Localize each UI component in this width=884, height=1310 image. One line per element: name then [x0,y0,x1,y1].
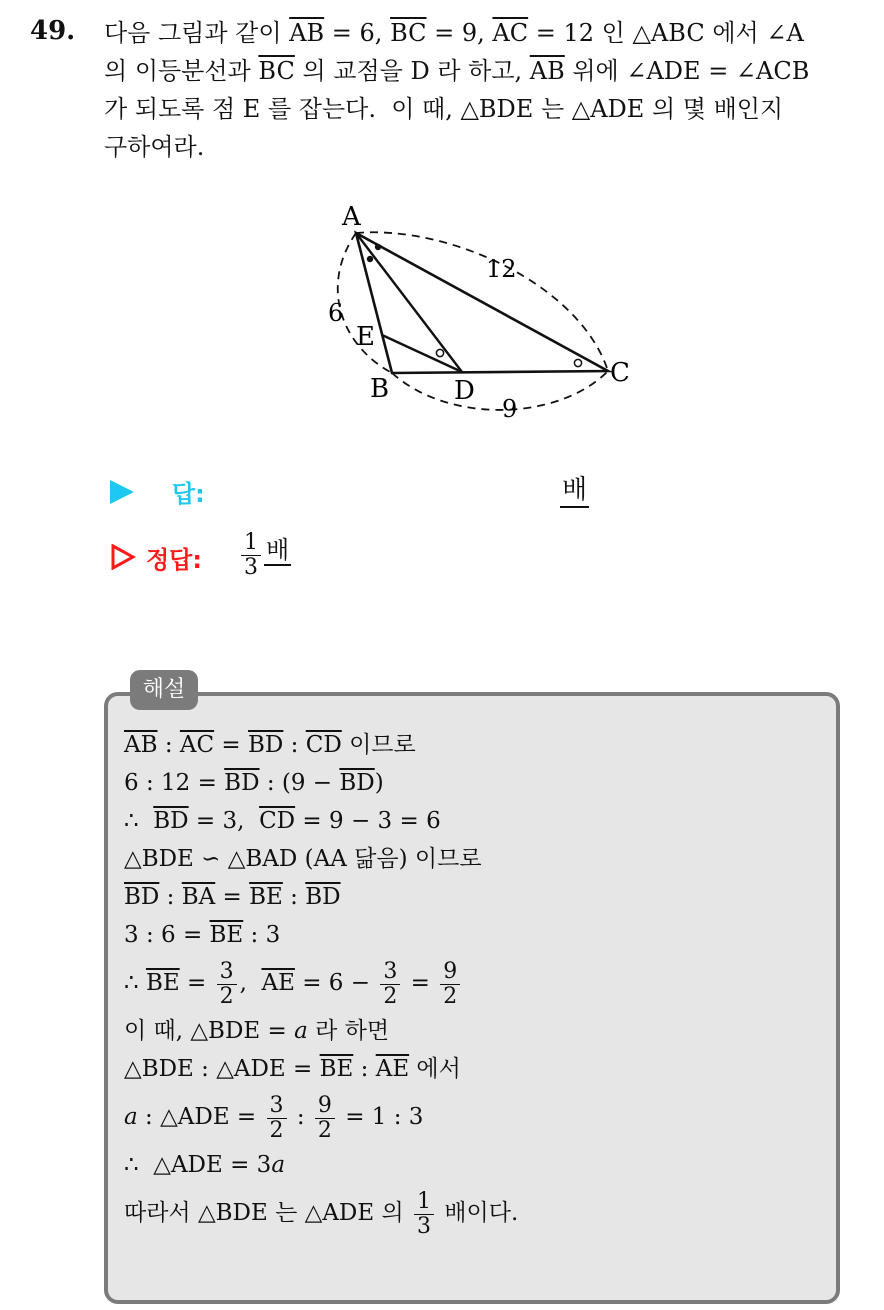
solution-line [124,802,824,840]
text-run: 라 하면 [307,1018,390,1044]
text-run: = 6, [324,19,391,47]
triangle-abc [356,233,608,373]
variable: a [271,1152,286,1178]
solution-line [124,1012,824,1050]
text-run: ) [374,770,384,796]
text-run: : [157,732,180,758]
triangle-figure [300,195,660,435]
text-run: : [159,884,182,910]
text-run: ∴ [124,970,146,996]
segment-name: $\overline{AE}$ [375,1056,410,1082]
segment-name: $\overline{BE}$ [145,970,180,996]
segment-name: $\overline{AE}$ [261,970,295,996]
fraction [380,960,400,1009]
correct-denominator: 3 [244,555,258,580]
angle-mark-dot-2 [367,256,373,262]
text-run: : (9 − [259,770,340,796]
segment-name: $\overline{BE}$ [249,884,283,910]
text-run: : [283,732,306,758]
label-d: D [454,376,475,406]
solution-line [124,916,824,954]
segment-name: $\overline{AB}$ [289,19,325,47]
text-run: 이 때, △BDE = [124,1018,295,1044]
text-run: 의 교점을 D 라 하고, [294,57,530,85]
text-run: = [214,732,249,758]
text-run: = 9 − 3 = 6 [295,808,441,834]
question-line [104,90,864,128]
text-run: = [403,970,438,996]
text-run: : [289,1104,312,1130]
text-run: , [239,970,262,996]
segment-name: $\overline{BD}$ [153,808,189,834]
angle-mark-circle-d [436,349,443,356]
text-run: 의 이등분선과 [104,57,259,85]
fraction-denominator: 2 [383,983,398,1009]
segment-name: $\overline{BE}$ [209,922,244,948]
solution-title: 해설 [130,670,198,710]
fraction [414,1190,434,1239]
text-run: = 3, [188,808,260,834]
fraction-denominator: 2 [443,983,458,1009]
segment-name: $\overline{BD}$ [124,884,160,910]
text-run: 3 : 6 = [124,922,210,948]
angle-mark-circle-c [574,359,581,366]
fraction [267,1094,287,1143]
question-text [104,14,864,166]
correct-fraction [241,531,261,580]
text-run: = 1 : 3 [337,1104,424,1130]
text-run: 가 되도록 점 E 를 잡는다. 이 때, △BDE 는 △ADE 의 몇 배인지 [104,95,784,123]
text-run: : 3 [243,922,281,948]
correct-numerator: 1 [241,531,261,556]
solution-line [124,764,824,802]
solution-line [124,954,824,1012]
fraction [315,1094,335,1143]
text-run: = [179,970,214,996]
answer-label: 답: [172,480,205,508]
outline-arrow-icon [110,544,136,570]
arc-ab-dashed [338,233,392,373]
segment-name: $\overline{BA}$ [181,884,216,910]
fraction-numerator: 3 [380,960,400,985]
segment-name: $\overline{BD}$ [248,732,284,758]
label-b: B [370,374,390,404]
text-run: : △ADE = [137,1104,264,1130]
solution-lines [124,726,824,1242]
question-line [104,128,864,166]
text-run: = [215,884,250,910]
solution-line [124,1050,824,1088]
text-run: = 6 − [294,970,378,996]
length-bc: 9 [502,395,518,423]
label-e: E [356,322,375,352]
segment-name: $\overline{CD}$ [259,808,296,834]
fraction-numerator: 9 [315,1094,335,1119]
play-arrow-icon [110,480,134,504]
fraction [217,960,237,1009]
segment-name: $\overline{AB}$ [529,57,565,85]
text-run: 배이다. [437,1200,519,1226]
length-ac: 12 [486,255,517,283]
text-run: △BDE ∽ △BAD (AA 닮음) 이므로 [124,846,482,872]
angle-mark-dot-1 [375,244,381,250]
answer-row [108,474,808,514]
solution-line [124,1088,824,1146]
segment-name: $\overline{AB}$ [124,732,158,758]
segment-name: $\overline{BD}$ [305,884,341,910]
segment-name: $\overline{BD}$ [339,770,375,796]
fraction-denominator: 3 [417,1213,431,1239]
text-run: 위에 ∠ADE = ∠ACB [564,57,810,85]
solution-line [124,878,824,916]
fraction-denominator: 2 [269,1117,284,1143]
fraction-numerator: 1 [414,1190,434,1215]
fraction-numerator: 3 [217,960,237,985]
text-run: ∴ △ADE = 3 [124,1152,272,1178]
correct-answer-row [108,530,808,590]
label-a: A [342,202,361,232]
solution-line [124,1184,824,1242]
question-line [104,52,864,90]
segment-name: $\overline{BE}$ [319,1056,354,1082]
fraction-numerator: 9 [440,960,460,985]
solution-line [124,726,824,764]
text-run: △BDE : △ADE = [124,1056,320,1082]
fraction-denominator: 2 [219,983,234,1009]
question-number: 49. [30,16,76,46]
text-run: 에서 [409,1056,461,1082]
segment-name: $\overline{CD}$ [305,732,342,758]
segment-name: $\overline{BC}$ [390,19,427,47]
answer-unit: 배 [560,474,589,508]
text-run: 6 : 12 = [124,770,225,796]
text-run: = 9, [426,19,493,47]
fraction [440,960,460,1009]
fraction-denominator: 2 [317,1117,332,1143]
segment-name: $\overline{AC}$ [179,732,215,758]
label-c: C [610,358,630,388]
text-run: : [282,884,306,910]
text-run: = 12 인 △ABC 에서 ∠A [528,19,804,47]
segment-name: $\overline{BD}$ [224,770,260,796]
variable: a [124,1104,138,1130]
correct-answer-label: 정답: [146,546,202,574]
segment-name: $\overline{BC}$ [258,57,295,85]
arc-bc-dashed [392,371,608,410]
question-line [104,14,864,52]
solution-line [124,1146,824,1184]
variable: a [294,1018,308,1044]
segment-ed [382,335,462,372]
solution-line [124,840,824,878]
text-run: ∴ [124,808,154,834]
fraction-numerator: 3 [267,1094,287,1119]
text-run: 따라서 △BDE 는 △ADE 의 [124,1200,411,1226]
correct-unit: 배 [266,536,290,564]
text-run: : [353,1056,376,1082]
length-ab: 6 [328,299,344,327]
text-run: 구하여라. [104,133,205,161]
text-run: 다음 그림과 같이 [104,19,290,47]
correct-answer-value [238,530,291,580]
text-run: 이므로 [341,732,416,758]
segment-name: $\overline{AC}$ [492,19,529,47]
